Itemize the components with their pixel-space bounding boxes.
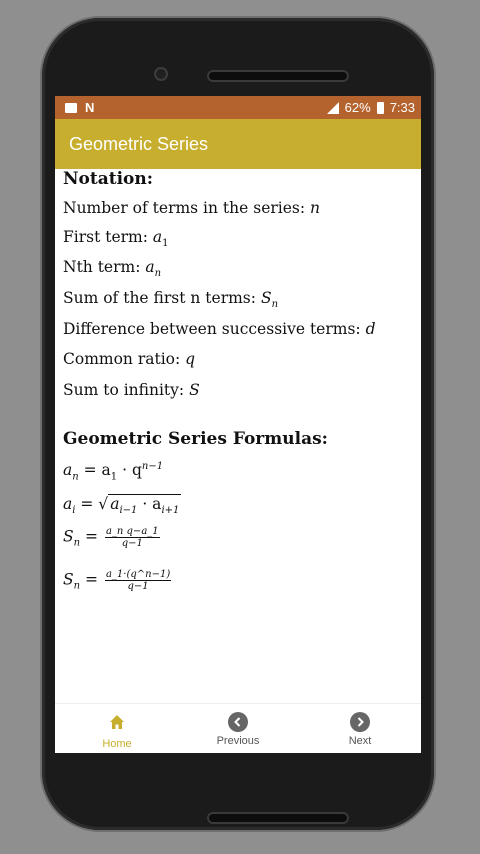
nav-home-button[interactable] (67, 704, 167, 753)
page-title: Geometric Series (69, 134, 209, 154)
top-speaker (207, 70, 349, 82)
front-camera (154, 67, 168, 81)
notation-heading: Notation: (63, 169, 154, 189)
formula-sum-2: $S_n$ = $\frac{a\_1\cdot(q\^{}n-1)}{q-1}$ (63, 569, 171, 592)
notation-item: Sum of the first n terms: $S_n$ (63, 289, 279, 311)
nav-next-button[interactable] (310, 704, 410, 753)
formula-nth-term: $a_n = a_1 \cdot q^{n-1}$ (63, 461, 164, 483)
image-icon (65, 103, 77, 113)
nav-previous-label: Previous (216, 735, 260, 747)
formula-sum-1: $S_n$ = $\frac{\text{a\_n q−a\_1}}{q-1}$ (63, 526, 159, 549)
home-icon (107, 712, 127, 732)
signal-icon (327, 102, 339, 114)
notation-item: First term: $a_1$ (63, 228, 169, 250)
notation-item: Number of terms in the series: n (63, 199, 321, 217)
formulas-heading: Geometric Series Formulas: (63, 429, 328, 449)
app-bar (55, 119, 421, 169)
nav-next-label: Next (348, 735, 372, 747)
formula-mean-term: $a_i$ = √ $a_{i-1} \cdot a_{i+1}$ (63, 495, 180, 517)
battery-icon (377, 102, 384, 114)
notation-item: Sum to infinity: S (63, 381, 200, 399)
content-area[interactable] (55, 169, 421, 619)
content-fade (55, 616, 421, 696)
chevron-right-icon (350, 712, 370, 732)
notation-item: Common ratio: q (63, 350, 196, 368)
n-logo-icon: N (85, 100, 95, 115)
battery-percent: 62% (344, 100, 371, 115)
clock-time: 7:33 (389, 100, 415, 115)
phone-screen (55, 96, 421, 753)
chevron-left-icon (228, 712, 248, 732)
bottom-speaker (207, 812, 349, 824)
status-bar (55, 96, 421, 119)
nav-home-label: Home (102, 738, 132, 750)
bottom-navigation (55, 703, 421, 753)
notation-item: Nth term: $a_n$ (63, 258, 162, 280)
nav-previous-button[interactable] (188, 704, 288, 753)
notation-item: Difference between successive terms: d (63, 320, 376, 338)
